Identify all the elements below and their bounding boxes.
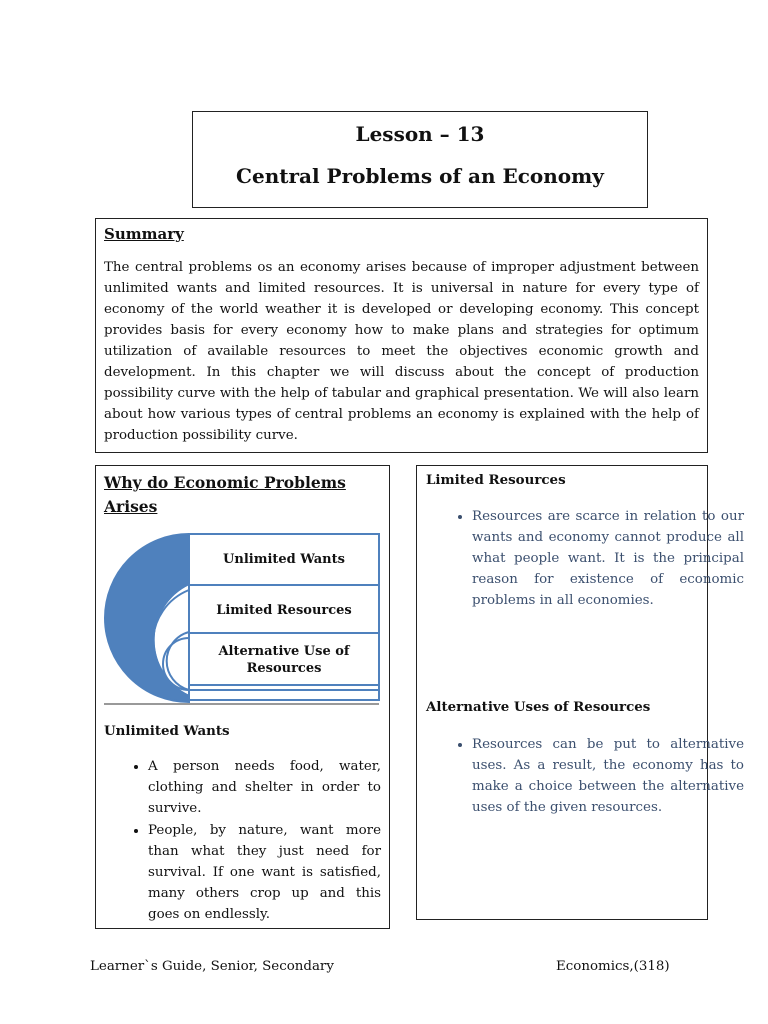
alternative-uses-list bbox=[426, 734, 744, 818]
diagram-label-alternative-use: Alternative Use of bbox=[218, 644, 350, 659]
resources-box bbox=[416, 465, 744, 920]
limited-resources-list bbox=[426, 506, 744, 611]
diagram-box-base-2 bbox=[189, 690, 379, 700]
diagram-label-resources: Resources bbox=[246, 661, 322, 676]
lesson-title-box bbox=[192, 111, 648, 208]
list-item: • People, by nature, want more than what they just need for survival. If one want is satisfied, many others crop up and this goes on endlessly. bbox=[148, 820, 381, 925]
limited-resources-heading: Limited Resources bbox=[426, 472, 566, 488]
alternative-uses-heading: Alternative Uses of Resources bbox=[426, 699, 651, 715]
lesson-number: Lesson – 13 bbox=[355, 122, 485, 146]
why-heading: Why do Economic Problems Arises bbox=[104, 473, 346, 516]
economic-problems-diagram bbox=[104, 532, 384, 708]
diagram-box-alternative-use bbox=[189, 633, 379, 685]
unlimited-wants-list bbox=[104, 756, 381, 926]
unlimited-wants-heading: Unlimited Wants bbox=[104, 723, 230, 739]
summary-text: The central problems os an economy arises because of improper adjustment between unlimited wants and limited resources. It is universal in nature for every type of economy of the world weather it is developed or developing economy. This concept provides basis for every economy how to make plans and strategies for optimum utilization of available resources to meet the objectives economic growth and development. In this chapter we will discuss about the concept of production possibility curve with the help of tabular and graphical presentation. We will also learn about how various types of central problems an economy is explained with the help of production possibility curve. bbox=[104, 260, 699, 443]
summary-heading: Summary bbox=[104, 225, 184, 243]
chapter-title: Central Problems of an Economy bbox=[236, 164, 604, 188]
list-item: • Resources are scarce in relation to our wants and economy cannot produce all what people want. It is the principal reason for existence of economic problems in all economies. bbox=[472, 506, 744, 611]
footer-subject: Economics,(318) bbox=[556, 959, 670, 974]
diagram-label-limited-resources: Limited Resources bbox=[216, 603, 352, 618]
list-item: • A person needs food, water, clothing and shelter in order to survive. bbox=[148, 756, 381, 819]
summary-box bbox=[95, 218, 708, 453]
list-item: • Resources can be put to alternative uses. As a result, the economy has to make a choice between the alternative uses of the given resources. bbox=[472, 734, 744, 818]
why-box bbox=[95, 465, 390, 929]
footer-guide: Learner`s Guide, Senior, Secondary bbox=[90, 959, 334, 974]
diagram-label-unlimited-wants: Unlimited Wants bbox=[223, 552, 345, 567]
